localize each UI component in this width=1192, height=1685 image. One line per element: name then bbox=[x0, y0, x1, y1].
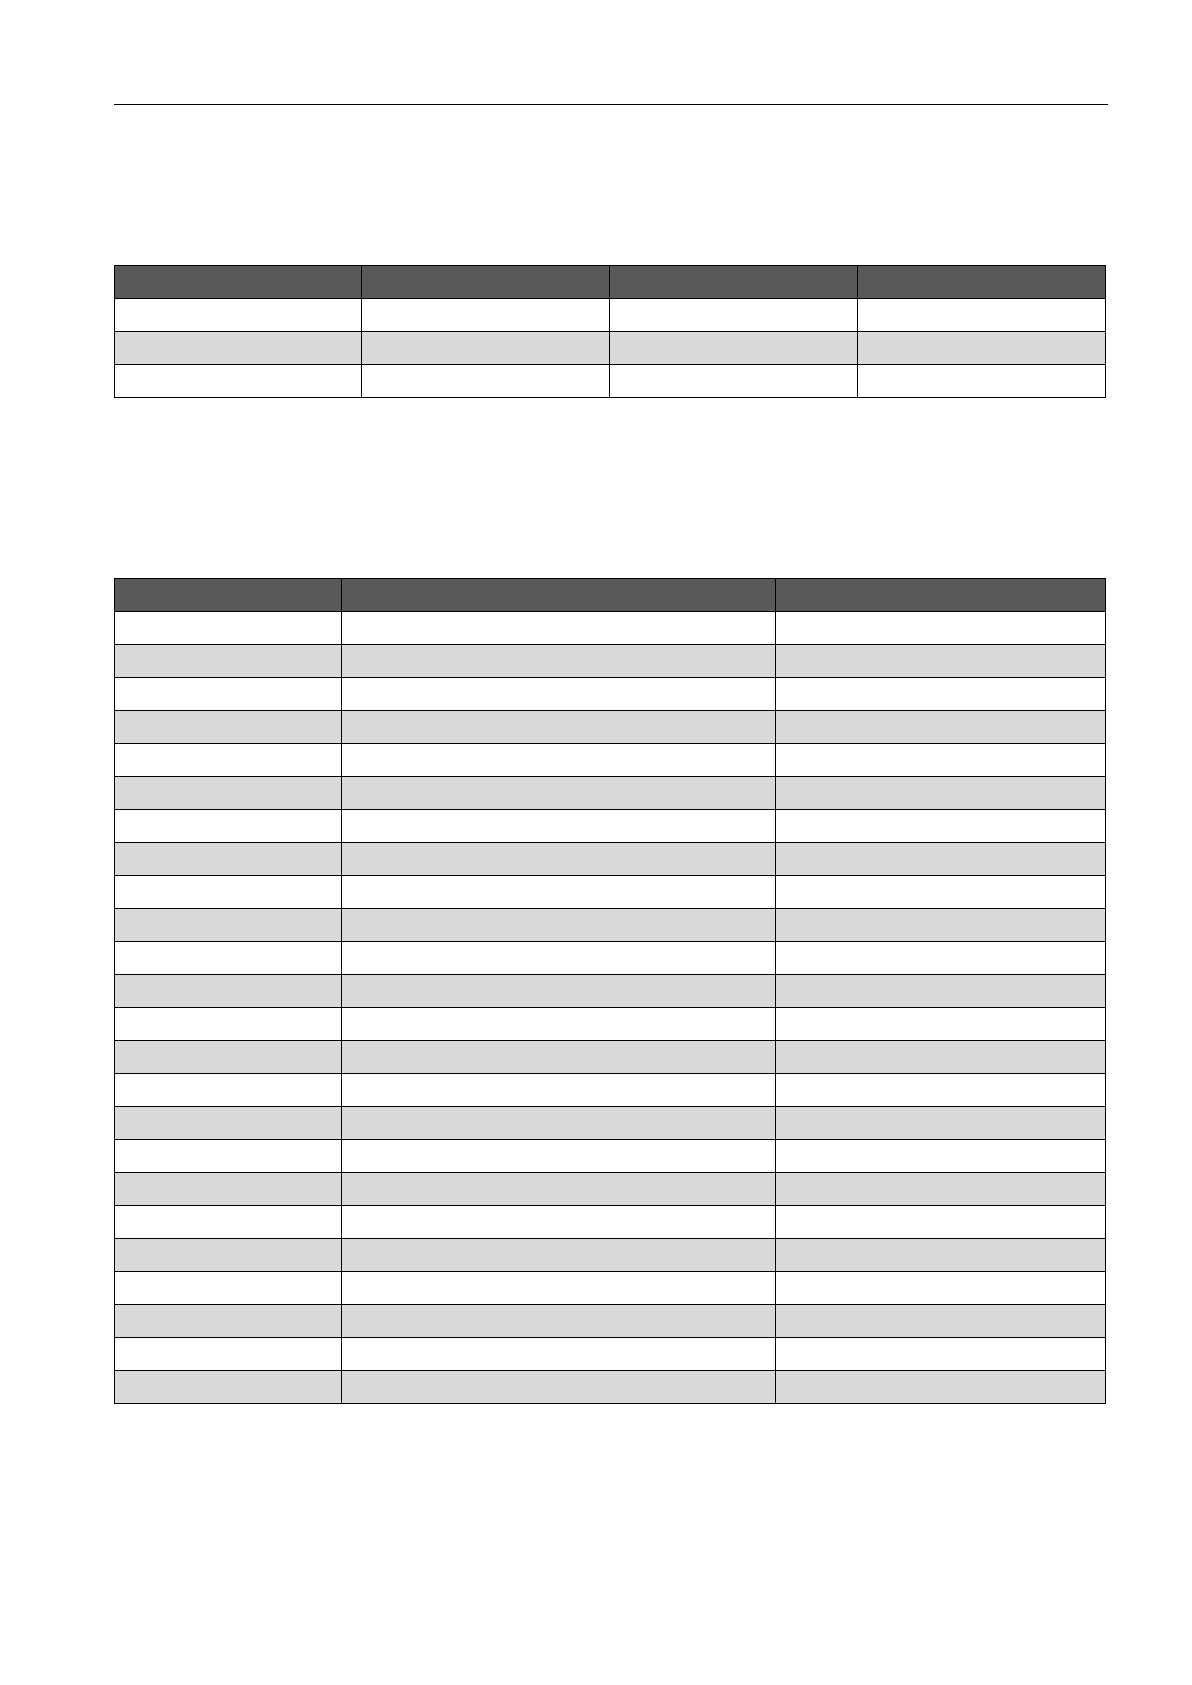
table-cell bbox=[776, 942, 1106, 975]
table-cell bbox=[115, 612, 342, 645]
table-cell bbox=[115, 777, 342, 810]
table-cell bbox=[342, 1239, 776, 1272]
table-cell bbox=[342, 1074, 776, 1107]
table-row bbox=[115, 1338, 1106, 1371]
table-cell bbox=[858, 299, 1106, 332]
table-2 bbox=[114, 578, 1106, 1404]
table-cell bbox=[342, 1173, 776, 1206]
table-cell bbox=[342, 711, 776, 744]
table-cell bbox=[115, 876, 342, 909]
table-cell bbox=[342, 909, 776, 942]
table-header-cell bbox=[858, 266, 1106, 299]
table-cell bbox=[342, 1041, 776, 1074]
table-row bbox=[115, 678, 1106, 711]
table-cell bbox=[115, 975, 342, 1008]
table-cell bbox=[115, 1173, 342, 1206]
table-cell bbox=[776, 1041, 1106, 1074]
table-cell bbox=[858, 332, 1106, 365]
table-cell bbox=[342, 1305, 776, 1338]
table-row bbox=[115, 744, 1106, 777]
table-row bbox=[115, 1140, 1106, 1173]
table-cell bbox=[776, 1272, 1106, 1305]
table-cell bbox=[115, 711, 342, 744]
table-header-cell bbox=[115, 579, 342, 612]
table-cell bbox=[610, 332, 858, 365]
table-cell bbox=[342, 612, 776, 645]
table-cell bbox=[342, 1140, 776, 1173]
table-cell bbox=[776, 1206, 1106, 1239]
table-cell bbox=[115, 744, 342, 777]
table-cell bbox=[776, 876, 1106, 909]
table-cell bbox=[342, 876, 776, 909]
table-row bbox=[115, 645, 1106, 678]
table-cell bbox=[776, 843, 1106, 876]
table-cell bbox=[115, 678, 342, 711]
table-row bbox=[115, 1305, 1106, 1338]
table-row bbox=[115, 876, 1106, 909]
table-cell bbox=[362, 332, 610, 365]
table-row bbox=[115, 365, 1106, 398]
table-cell bbox=[115, 1140, 342, 1173]
table-row bbox=[115, 1371, 1106, 1404]
table-cell bbox=[115, 909, 342, 942]
table-cell bbox=[776, 1338, 1106, 1371]
table-header-cell bbox=[115, 266, 362, 299]
table-cell bbox=[115, 1206, 342, 1239]
table-cell bbox=[115, 332, 362, 365]
table-cell bbox=[115, 1074, 342, 1107]
table-cell bbox=[342, 1206, 776, 1239]
table-row bbox=[115, 1107, 1106, 1140]
table-cell bbox=[342, 744, 776, 777]
table-cell bbox=[776, 810, 1106, 843]
table-cell bbox=[776, 711, 1106, 744]
table-cell bbox=[115, 365, 362, 398]
table-header-cell bbox=[342, 579, 776, 612]
table-row bbox=[115, 1008, 1106, 1041]
table-header-cell bbox=[776, 579, 1106, 612]
table-row bbox=[115, 1074, 1106, 1107]
table-cell bbox=[115, 645, 342, 678]
table-cell bbox=[115, 1272, 342, 1305]
table-cell bbox=[342, 777, 776, 810]
table-cell bbox=[776, 1074, 1106, 1107]
table-cell bbox=[776, 612, 1106, 645]
table-row bbox=[115, 1206, 1106, 1239]
table-cell bbox=[342, 843, 776, 876]
table-row bbox=[115, 299, 1106, 332]
table-cell bbox=[115, 1338, 342, 1371]
table-cell bbox=[342, 810, 776, 843]
table-row bbox=[115, 1239, 1106, 1272]
table-cell bbox=[776, 975, 1106, 1008]
table-row bbox=[115, 843, 1106, 876]
table-row bbox=[115, 1041, 1106, 1074]
table-cell bbox=[115, 1041, 342, 1074]
table-cell bbox=[776, 777, 1106, 810]
table-cell bbox=[776, 744, 1106, 777]
table-1 bbox=[114, 265, 1106, 398]
table-row bbox=[115, 1272, 1106, 1305]
table-row bbox=[115, 612, 1106, 645]
table-cell bbox=[610, 365, 858, 398]
table-cell bbox=[342, 1338, 776, 1371]
table-header-row bbox=[115, 579, 1106, 612]
table-cell bbox=[610, 299, 858, 332]
table-cell bbox=[115, 1305, 342, 1338]
table-row bbox=[115, 777, 1106, 810]
table-cell bbox=[115, 1107, 342, 1140]
table-cell bbox=[115, 1008, 342, 1041]
table-row bbox=[115, 909, 1106, 942]
table-cell bbox=[115, 942, 342, 975]
table-cell bbox=[342, 1008, 776, 1041]
table-row bbox=[115, 975, 1106, 1008]
table-cell bbox=[776, 909, 1106, 942]
table-cell bbox=[776, 1008, 1106, 1041]
table-cell bbox=[362, 299, 610, 332]
table-header-cell bbox=[610, 266, 858, 299]
table-cell bbox=[776, 678, 1106, 711]
table-cell bbox=[342, 942, 776, 975]
table-cell bbox=[362, 365, 610, 398]
table-cell bbox=[342, 645, 776, 678]
table-cell bbox=[115, 1371, 342, 1404]
table-row bbox=[115, 810, 1106, 843]
table-cell bbox=[776, 1173, 1106, 1206]
table-header-row bbox=[115, 266, 1106, 299]
table-cell bbox=[776, 645, 1106, 678]
table-row bbox=[115, 711, 1106, 744]
table-cell bbox=[115, 843, 342, 876]
table-row bbox=[115, 332, 1106, 365]
table-row bbox=[115, 1173, 1106, 1206]
table-cell bbox=[776, 1239, 1106, 1272]
table-cell bbox=[858, 365, 1106, 398]
table-row bbox=[115, 942, 1106, 975]
table-cell bbox=[342, 975, 776, 1008]
table-cell bbox=[342, 678, 776, 711]
table-cell bbox=[115, 810, 342, 843]
table-cell bbox=[115, 1239, 342, 1272]
table-cell bbox=[115, 299, 362, 332]
table-cell bbox=[776, 1107, 1106, 1140]
table-cell bbox=[342, 1107, 776, 1140]
table-cell bbox=[342, 1371, 776, 1404]
table-cell bbox=[342, 1272, 776, 1305]
table-header-cell bbox=[362, 266, 610, 299]
table-cell bbox=[776, 1140, 1106, 1173]
table-cell bbox=[776, 1305, 1106, 1338]
table-cell bbox=[776, 1371, 1106, 1404]
page-header-rule bbox=[114, 104, 1108, 105]
